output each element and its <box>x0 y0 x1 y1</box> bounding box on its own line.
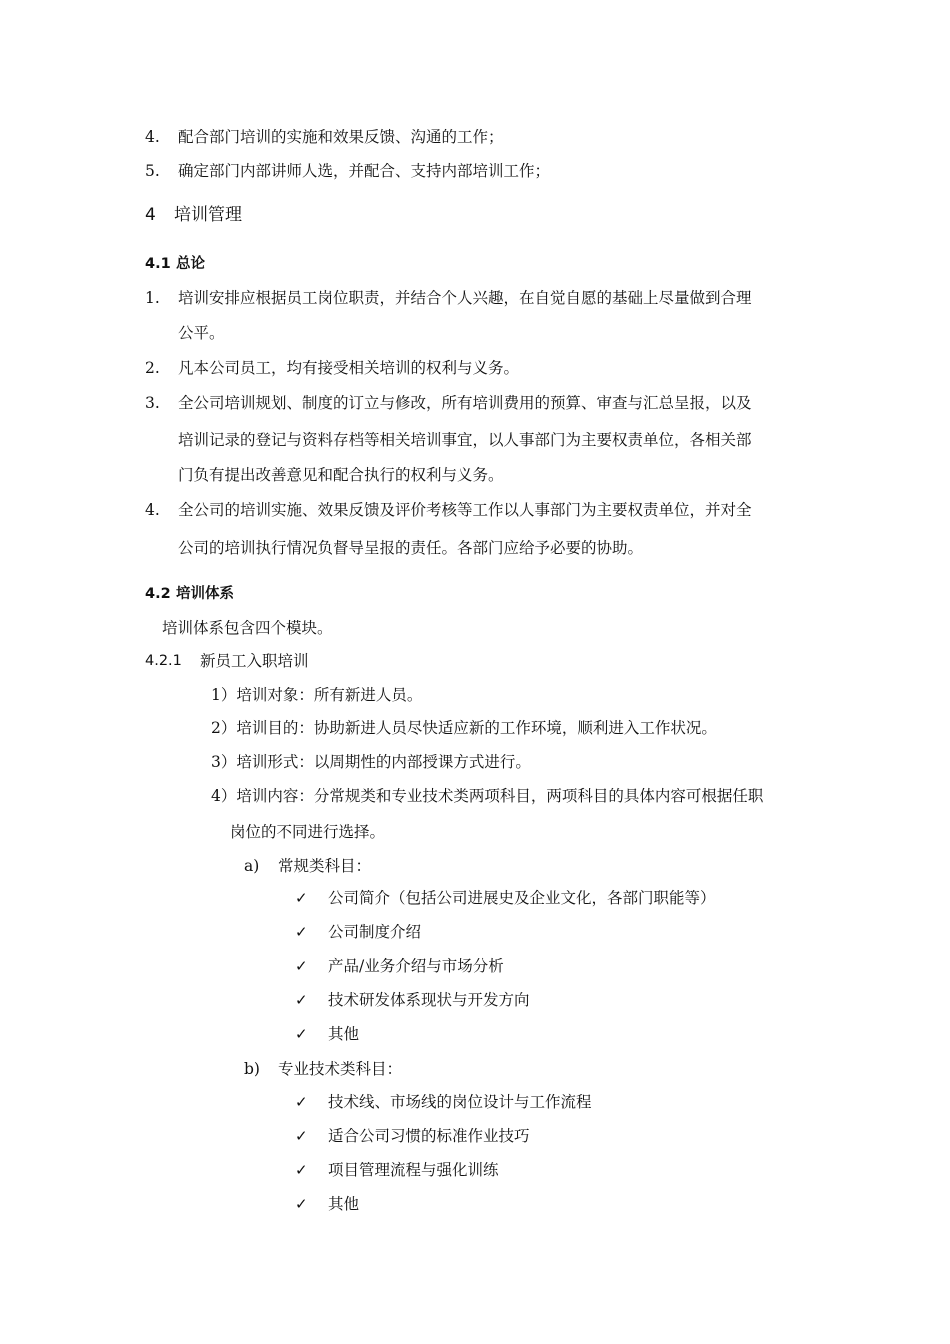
sublist-label: a) <box>244 857 260 875</box>
sublist-label: b) <box>244 1060 260 1078</box>
check-icon: ✓ <box>295 1195 308 1213</box>
check-item: 公司简介（包括公司进展史及企业文化，各部门职能等） <box>328 889 716 907</box>
check-item: 产品/业务介绍与市场分析 <box>328 957 504 975</box>
paragraph: 培训体系包含四个模块。 <box>162 619 333 637</box>
list-number: 5. <box>145 162 160 180</box>
subsubsection-number: 4.2.1 <box>145 653 182 669</box>
point-item-cont: 岗位的不同进行选择。 <box>230 823 386 841</box>
list-item-cont: 门负有提出改善意见和配合执行的权利与义务。 <box>178 466 504 484</box>
list-item: 确定部门内部讲师人选，并配合、支持内部培训工作； <box>178 162 551 180</box>
check-item: 技术线、市场线的岗位设计与工作流程 <box>328 1093 592 1111</box>
list-item-cont: 公司的培训执行情况负督导呈报的责任。各部门应给予必要的协助。 <box>178 539 644 557</box>
section-number: 4 <box>145 205 156 225</box>
check-icon: ✓ <box>295 923 308 941</box>
point-item: 2）培训目的：协助新进人员尽快适应新的工作环境，顺利进入工作状况。 <box>211 719 717 737</box>
point-item: 3）培训形式：以周期性的内部授课方式进行。 <box>211 753 531 771</box>
check-icon: ✓ <box>295 1025 308 1043</box>
list-number: 1. <box>145 289 160 307</box>
check-item: 公司制度介绍 <box>328 923 422 941</box>
list-item-cont: 公平。 <box>178 324 225 342</box>
list-item: 培训安排应根据员工岗位职责，并结合个人兴趣，在自觉自愿的基础上尽量做到合理 <box>178 289 752 307</box>
check-item: 项目管理流程与强化训练 <box>328 1161 499 1179</box>
list-item: 全公司的培训实施、效果反馈及评价考核等工作以人事部门为主要权责单位，并对全 <box>178 501 752 519</box>
list-number: 2. <box>145 359 160 377</box>
list-item: 全公司培训规划、制度的订立与修改，所有培训费用的预算、审查与汇总呈报，以及 <box>178 394 752 412</box>
check-icon: ✓ <box>295 991 308 1009</box>
list-number: 4. <box>145 501 160 519</box>
point-item: 4）培训内容：分常规类和专业技术类两项科目，两项科目的具体内容可根据任职 <box>211 787 764 805</box>
sublist-title: 常规类科目： <box>278 857 372 875</box>
sublist-title: 专业技术类科目： <box>278 1060 403 1078</box>
check-icon: ✓ <box>295 889 308 907</box>
list-item: 凡本公司员工，均有接受相关培训的权利与义务。 <box>178 359 520 377</box>
subsection-number: 4.1 <box>145 256 171 272</box>
subsection-number: 4.2 <box>145 586 171 602</box>
check-item: 其他 <box>328 1025 360 1043</box>
point-item: 1）培训对象：所有新进人员。 <box>211 686 423 704</box>
list-number: 4. <box>145 128 160 146</box>
subsection-title: 培训体系 <box>176 586 234 602</box>
list-item: 配合部门培训的实施和效果反馈、沟通的工作； <box>178 128 504 146</box>
section-title: 培训管理 <box>174 205 242 225</box>
check-icon: ✓ <box>295 1161 308 1179</box>
check-icon: ✓ <box>295 1093 308 1111</box>
check-icon: ✓ <box>295 1127 308 1145</box>
check-item: 适合公司习惯的标准作业技巧 <box>328 1127 530 1145</box>
check-icon: ✓ <box>295 957 308 975</box>
subsection-title: 总论 <box>176 256 205 272</box>
check-item: 其他 <box>328 1195 360 1213</box>
list-item-cont: 培训记录的登记与资料存档等相关培训事宜，以人事部门为主要权责单位，各相关部 <box>178 431 752 449</box>
subsubsection-title: 新员工入职培训 <box>200 652 309 670</box>
list-number: 3. <box>145 394 160 412</box>
check-item: 技术研发体系现状与开发方向 <box>328 991 530 1009</box>
